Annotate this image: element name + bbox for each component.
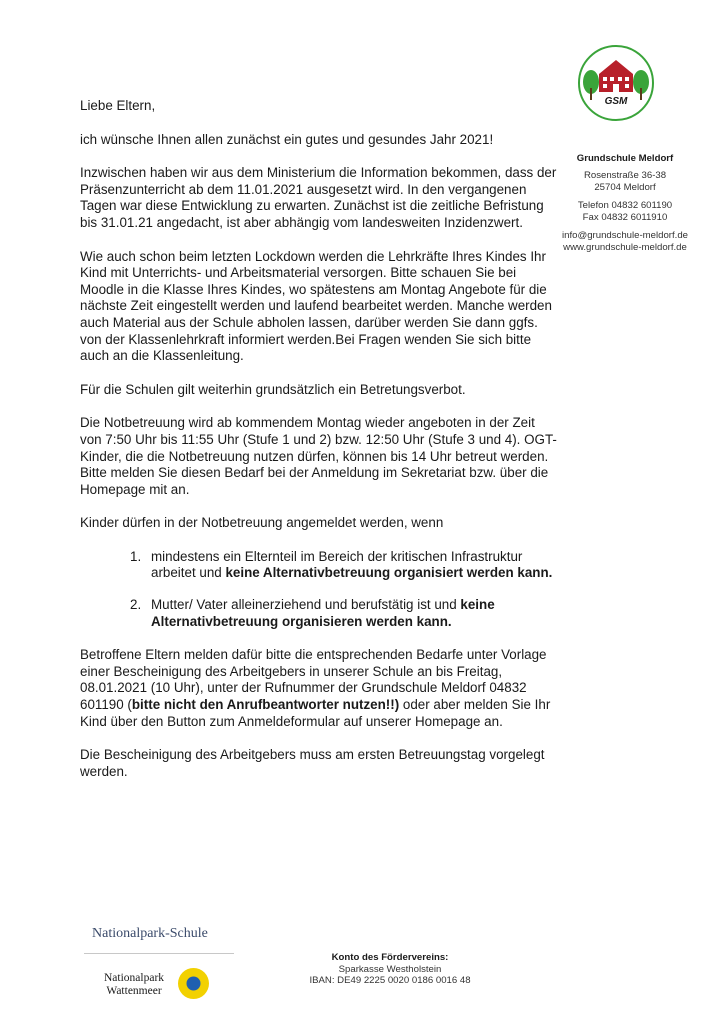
logo-text: GSM bbox=[604, 96, 628, 107]
salutation: Liebe Eltern, bbox=[80, 98, 156, 113]
list-text: mindestens ein Elternteil im Bereich der kritischen Infrastruktur arbeitet und bbox=[151, 548, 523, 581]
sender-block bbox=[545, 153, 705, 254]
footer-divider bbox=[84, 953, 234, 954]
school-fax: Fax 04832 6011910 bbox=[582, 212, 668, 223]
paragraph-ministry: Inzwischen haben wir aus dem Ministerium die Information bekommen, dass der Präsenzunterricht ab dem 11.01.2021 ausgesetzt wird. In den vergangenen Tagen war diese Entwicklung zu erwarten. Zunächst ist die zeitliche Befristung bis 31.01.21 angedacht, ist aber abhängig vom landesweiten Inzidenzwert. bbox=[80, 165, 557, 230]
bank-name: Sparkasse Westholstein bbox=[338, 963, 442, 975]
wattenmeer-line-2: Wattenmeer bbox=[106, 985, 162, 997]
list-text: Mutter/ Vater alleinerziehend und berufstätig ist und bbox=[151, 597, 461, 613]
school-city: 25704 Meldorf bbox=[594, 182, 656, 193]
school-logo bbox=[577, 44, 655, 122]
school-website[interactable]: www.grundschule-meldorf.de bbox=[563, 242, 687, 253]
paragraph-certificate: Die Bescheinigung des Arbeitgebers muss am ersten Betreuungstag vorgelegt werden. bbox=[80, 747, 545, 779]
list-number: 1. bbox=[130, 548, 142, 564]
school-name: Grundschule Meldorf bbox=[576, 153, 674, 164]
registration-text: Betroffene Eltern melden dafür bitte die entsprechenden Bedarfe unter Vorlage einer Bescheinigung des Arbeitgebers in unserer Schule an bis Freitag, 08.01.2021 (10 Uhr), unter der Rufnummer der Grundschule Meldorf 04832 601190 ( bbox=[80, 647, 547, 713]
wattenmeer-label bbox=[104, 972, 164, 998]
paragraph-eligibility: Kinder dürfen in der Notbetreuung angemeldet werden, wenn bbox=[80, 515, 444, 531]
bank-iban: IBAN: DE49 2225 0020 0186 0016 48 bbox=[309, 975, 471, 986]
list-item bbox=[80, 549, 560, 582]
school-street: Rosenstraße 36-38 bbox=[583, 170, 667, 181]
paragraph-entry-ban: Für die Schulen gilt weiterhin grundsätzlich ein Betretungsverbot. bbox=[80, 381, 466, 397]
list-number: 2. bbox=[130, 597, 142, 613]
school-phone: Telefon 04832 601190 bbox=[577, 200, 673, 211]
registration-warning: bitte nicht den Anrufbeantworter nutzen!!) bbox=[131, 697, 400, 713]
nationalpark-schule-label: Nationalpark-Schule bbox=[92, 926, 208, 941]
bank-details bbox=[290, 952, 490, 987]
wattenmeer-line-1: Nationalpark bbox=[104, 972, 165, 984]
eligibility-list bbox=[80, 549, 560, 630]
paragraph-registration bbox=[80, 647, 560, 730]
list-text-bold: keine Alternativbetreuung organisieren werden kann. bbox=[151, 597, 495, 629]
wattenmeer-logo-icon bbox=[177, 967, 210, 1000]
letter-body bbox=[80, 98, 560, 797]
paragraph-materials: Wie auch schon beim letzten Lockdown werden die Lehrkräfte Ihres Kindes Ihr Kind mit Unterrichts- und Arbeitsmaterial versorgen. Bitte schauen Sie bei Moodle in die Klasse Ihres Kindes, wo spätestens am Montag Angebote für die nächste Zeit eingestellt werden und laufend bearbeitet werden. Manche werden auch Material aus der Schule abholen lassen, darüber werden Sie dann ggfs. von der Klassenlehrkraft informiert werden.Bei Fragen wenden Sie sich bitte auch an die Klassenleitung. bbox=[80, 248, 552, 364]
list-item bbox=[80, 597, 560, 630]
konto-title: Konto des Fördervereins: bbox=[331, 952, 449, 963]
school-email[interactable]: info@grundschule-meldorf.de bbox=[562, 230, 688, 241]
registration-text-end: oder aber melden Sie Ihr Kind über den Button zum Anmeldeformular auf unserer Homepage an. bbox=[80, 697, 551, 729]
list-text-bold: keine Alternativbetreuung organisiert werden kann. bbox=[225, 565, 553, 581]
paragraph-new-year: ich wünsche Ihnen allen zunächst ein gutes und gesundes Jahr 2021! bbox=[80, 131, 494, 147]
paragraph-emergency-care: Die Notbetreuung wird ab kommendem Montag wieder angeboten in der Zeit von 7:50 Uhr bis 11:55 Uhr (Stufe 1 und 2) bzw. 12:50 Uhr (Stufe 3 und 4). OGT- Kinder, die die Notbetreuung nutzen dürfen, können bis 14 Uhr betreut werden. Bitte melden Sie diesen Bedarf bei der Anmeldung im Sekretariat bzw. über die Homepage mit an. bbox=[80, 415, 557, 497]
